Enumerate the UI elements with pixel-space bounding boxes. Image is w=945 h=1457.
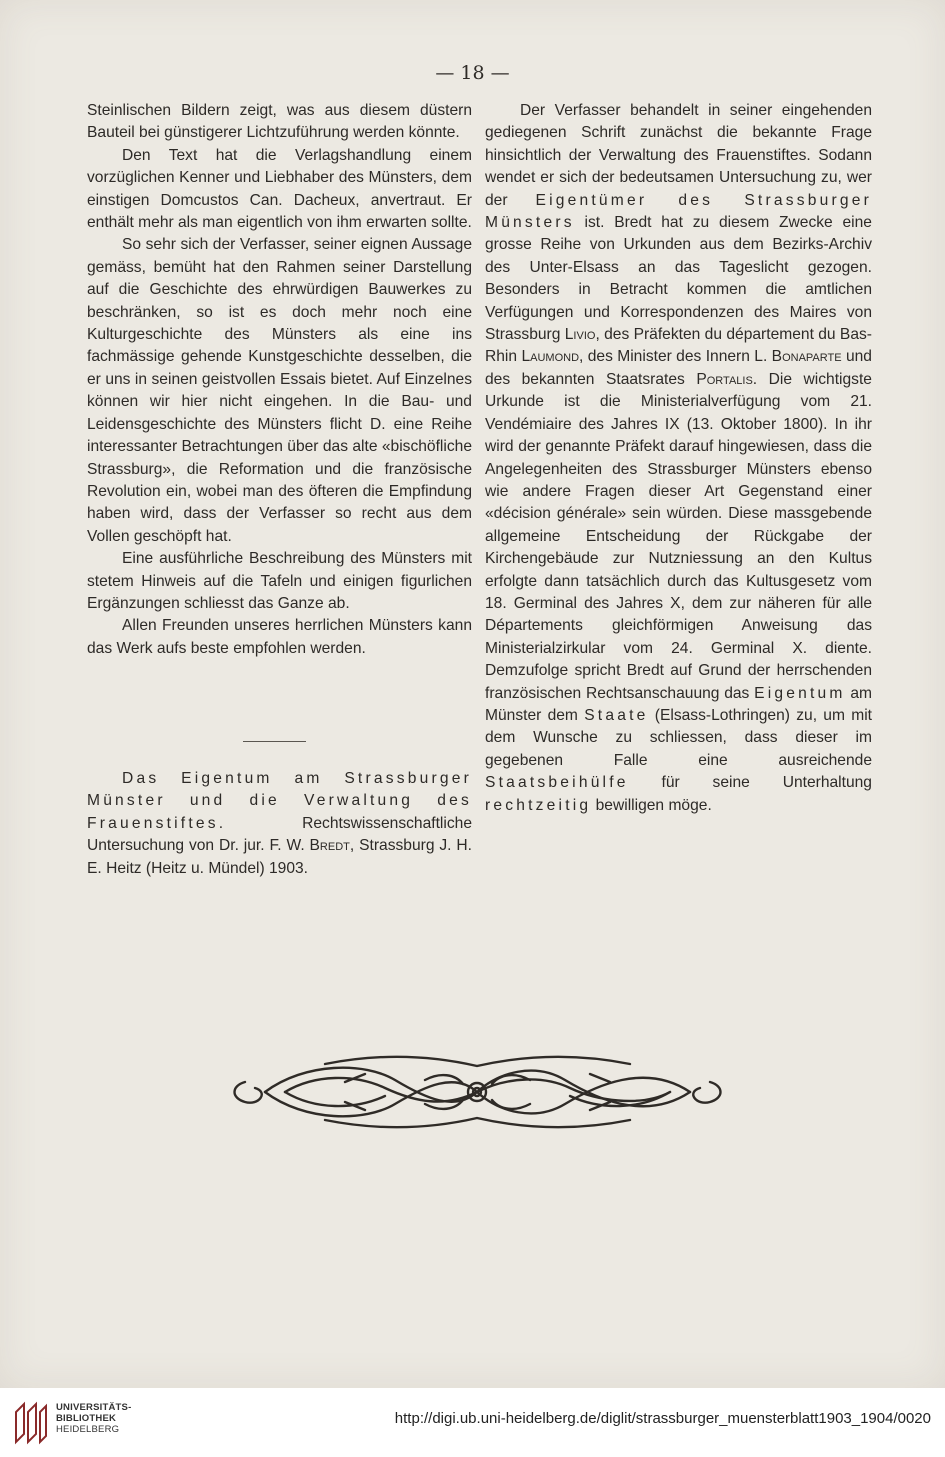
person-name: Laumond	[521, 348, 580, 366]
paragraph: Steinlischen Bildern zeigt, was aus diesem düstern Bauteil bei günstigerer Lichtzuführung werden könnte.	[87, 102, 472, 142]
emphasized-text: Eigentümer des Strassburger Münsters	[485, 191, 872, 232]
text-run: und des bekannten Staatsrates	[485, 348, 872, 388]
review-subtitle: Rechtswissenschaftliche Untersuchung von Dr. jur. F. W.	[87, 814, 472, 855]
library-name-line: UNIVERSITÄTS-	[56, 1402, 132, 1413]
person-name: Bonaparte	[771, 348, 842, 366]
publisher-info: , Strassburg J. H. E. Heitz (Heitz u. Mündel) 1903.	[87, 837, 472, 877]
text-run: für seine Unterhaltung	[661, 774, 872, 792]
review-citation	[87, 768, 472, 880]
text-run: Der Verfasser behandelt in seiner eingehenden gediegenen Schrift zunächst die bekannte Frage hinsichtlich der Verwaltung des Frauenstiftes. Sodann wendet er sich der bedeutsamen Untersuchung zu, wer der	[485, 102, 872, 209]
text-run: , des Minister des Innern L.	[579, 348, 768, 366]
review-title: Das Eigentum am Strassburger Münster und die Verwaltung des Frauenstiftes.	[87, 770, 472, 832]
review-heading	[87, 768, 472, 880]
decorative-ornament	[225, 1052, 730, 1132]
library-name	[56, 1402, 131, 1435]
text-run: (Elsass-Lothringen) zu, um mit dem Wunsche zu schliessen, dass dieser im gegebenen Falle eine ausreichende	[485, 706, 872, 769]
text-run: bewilligen möge.	[595, 796, 712, 814]
page-number: — 18 —	[435, 62, 510, 84]
text-run: , des Präfekten du département du Bas-Rhin	[485, 326, 872, 366]
library-name-line: HEIDELBERG	[56, 1424, 120, 1435]
text-run: ist. Bredt hat zu diesem Zwecke eine grosse Reihe von Urkunden aus dem Bezirks-Archiv des Unter-Elsass an das Tageslicht gezogen. Besonders in Betracht kommen die amtlichen Verfügungen und Korrespondenzen des Maires von Strassburg	[485, 214, 872, 344]
emphasized-text: rechtzeitig	[485, 796, 592, 814]
paragraph: Den Text hat die Verlagshandlung einem vorzüglichen Kenner und Liebhaber des Münsters, dem einstigen Domcustos Can. Dacheux, anvertraut. Er enthält mehr als man eigentlich von ihm erwarten sollte.	[87, 146, 472, 232]
source-url[interactable]: http://digi.ub.uni-heidelberg.de/diglit/strassburger_muensterblatt1903_1904/0020	[394, 1410, 931, 1427]
section-divider	[243, 741, 306, 742]
person-name: Portalis	[696, 370, 753, 388]
library-name-line: BIBLIOTHEK	[56, 1413, 117, 1424]
text-run: . Die wichtigste Urkunde ist die Ministerialverfügung vom 21. Vendémiaire des Jahres IX (13. Oktober 1800). In ihr wird der genannte Präfekt darauf hingewiesen, dass die Angelegenheiten des Strassburger Münsters ebenso wie andere Fragen dieser Art Gegenstand einer «décision générale» sein würden. Diese massgebende allgemeine Entscheidung der Rückgabe der Kirchengebäude zur Nutzniessung an den Kultus erfolgte dann tatsächlich durch das Kultusgesetz vom 18. Germinal des Jahres X, dem zur näheren für alle Départements gleichförmigen Anweisung das Ministerialzirkular vom 24. Germinal X. diente. Demzufolge spricht Bredt auf Grund der herrschenden französischen Rechtsanschauung das	[485, 370, 872, 702]
person-name: Livio	[564, 326, 596, 344]
emphasized-text: Staatsbeihülfe	[485, 774, 629, 792]
left-column	[87, 100, 472, 660]
library-logo-icon	[10, 1398, 50, 1446]
right-column	[485, 100, 872, 817]
text-run: am Münster dem	[485, 684, 872, 724]
paragraph: Allen Freunden unseres herrlichen Münsters kann das Werk aufs beste empfohlen werden.	[87, 617, 472, 657]
paragraph: So sehr sich der Verfasser, seiner eignen Aussage gemäss, bemüht hat den Rahmen seiner Darstellung auf die Geschichte des ehrwürdigen Bauwerkes zu beschränken, so ist es doch mehr noch eine Kulturgeschichte des Münsters als eine ins fachmässige gehende Kunstgeschichte desselben, die er uns in seinen geistvollen Essais bietet. Auf Einzelnes können wir hier nicht eingehen. In die Bau- und Leidensgeschichte des Münsters flicht D. eine Reihe interessanter Betrachtungen über das alte «bischöfliche Strassburg», die Reformation und die französische Revolution ein, wobei man des öfteren die Empfindung haben wird, dass der Verfasser so recht aus dem Vollen geschöpft hat.	[87, 236, 472, 545]
emphasized-text: Staate	[584, 706, 649, 724]
emphasized-text: Eigentum	[754, 684, 846, 702]
paragraph: Eine ausführliche Beschreibung des Münsters mit stetem Hinweis auf die Tafeln und einigen figurlichen Ergänzungen schliesst das Ganze ab.	[87, 550, 472, 612]
paragraph	[485, 100, 872, 817]
author-name: Bredt	[309, 837, 350, 855]
